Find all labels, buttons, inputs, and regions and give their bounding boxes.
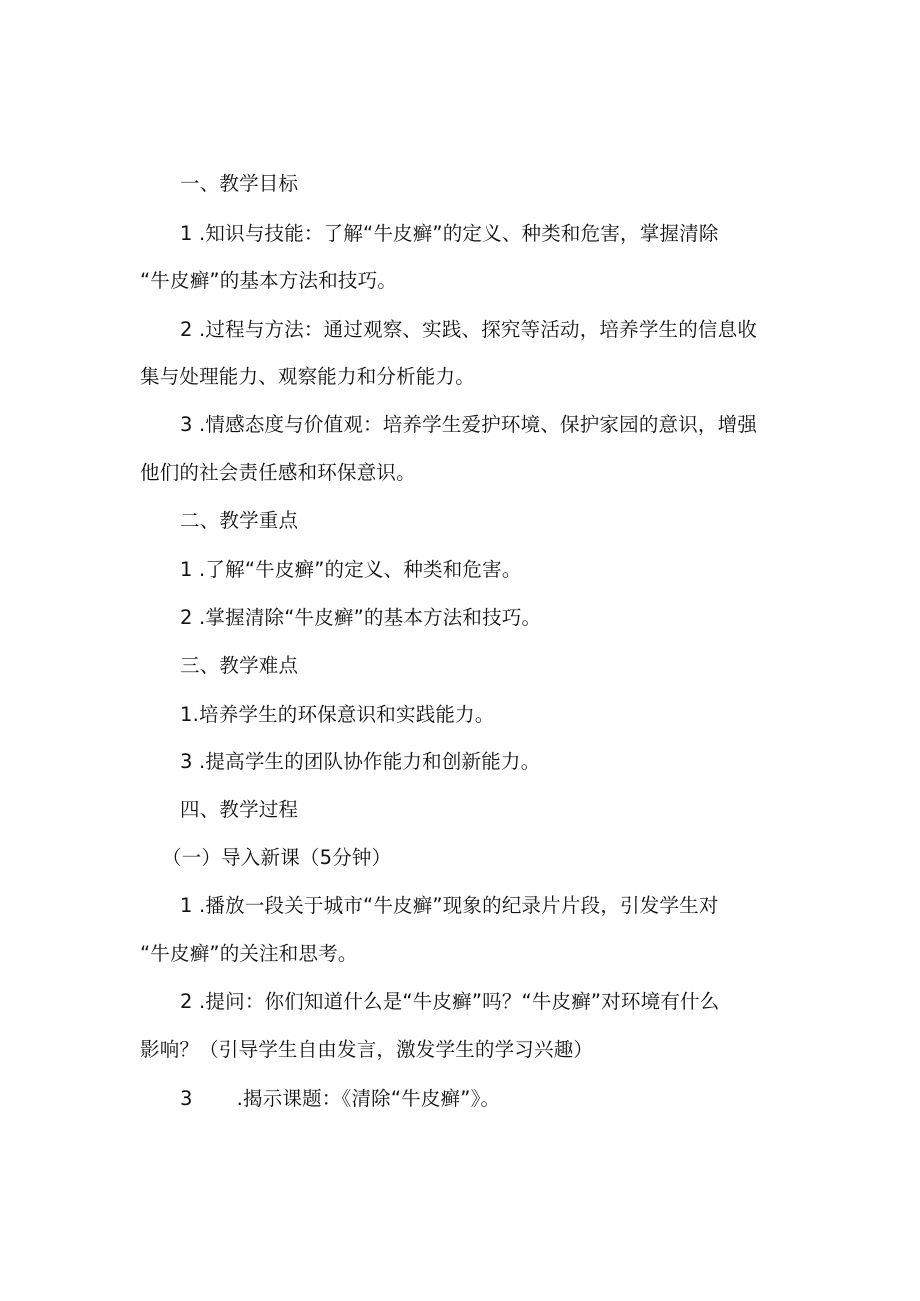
item-number: 2 [180,990,193,1013]
item-text: .知识与技能：了解“牛皮癣”的定义、种类和危害，掌握清除 [199,222,719,245]
item-text: .情感态度与价值观：培养学生爱护环境、保护家园的意识，增强 [199,413,758,436]
section-heading-difficulties: 三、教学难点 [180,654,299,677]
item-text: .掌握清除“牛皮癣”的基本方法和技巧。 [199,606,542,629]
objective-item-3-continuation: 他们的社会责任感和环保意识。 [140,461,416,484]
process-item-2 [180,989,719,1015]
key-point-item-2 [180,605,541,631]
item-number: 3 [180,413,193,436]
objective-item-3 [180,412,757,438]
difficulty-item-3 [180,749,540,775]
objective-item-1 [180,221,719,247]
item-text: .了解“牛皮癣”的定义、种类和危害。 [199,558,522,581]
item-text: .过程与方法：通过观察、实践、探究等活动，培养学生的信息收 [199,318,758,341]
objective-item-2 [180,317,757,343]
subsection-heading-intro: （一）导入新课（5分钟） [162,846,392,869]
section-heading-key-points: 二、教学重点 [180,509,299,532]
difficulty-item-1: 1.培养学生的环保意识和实践能力。 [180,703,495,726]
item-number: 1 [180,894,193,917]
section-heading-objectives: 一、教学目标 [180,172,299,195]
item-number: 3 [180,1087,193,1110]
item-number: 1 [180,222,193,245]
item-number: 1 [180,558,193,581]
item-text: .提问：你们知道什么是“牛皮癣”吗？“牛皮癣”对环境有什么 [199,990,720,1013]
process-item-3 [180,1086,500,1112]
item-number: 3 [180,750,193,773]
item-number: 2 [180,606,193,629]
item-text: .播放一段关于城市“牛皮癣”现象的纪录片片段，引发学生对 [199,894,719,917]
objective-item-1-continuation: “牛皮癣”的基本方法和技巧。 [140,269,398,292]
item-text: .揭示课题：《清除“牛皮癣”》。 [236,1087,501,1110]
section-heading-process: 四、教学过程 [180,798,299,821]
item-text: .提高学生的团队协作能力和创新能力。 [199,750,541,773]
key-point-item-1 [180,557,522,583]
process-item-1-continuation: “牛皮癣”的关注和思考。 [140,942,358,965]
objective-item-2-continuation: 集与处理能力、观察能力和分析能力。 [140,365,475,388]
process-item-1 [180,893,719,919]
item-number: 2 [180,318,193,341]
process-item-2-continuation: 影响？（引导学生自由发言，激发学生的学习兴趣） [140,1038,594,1061]
